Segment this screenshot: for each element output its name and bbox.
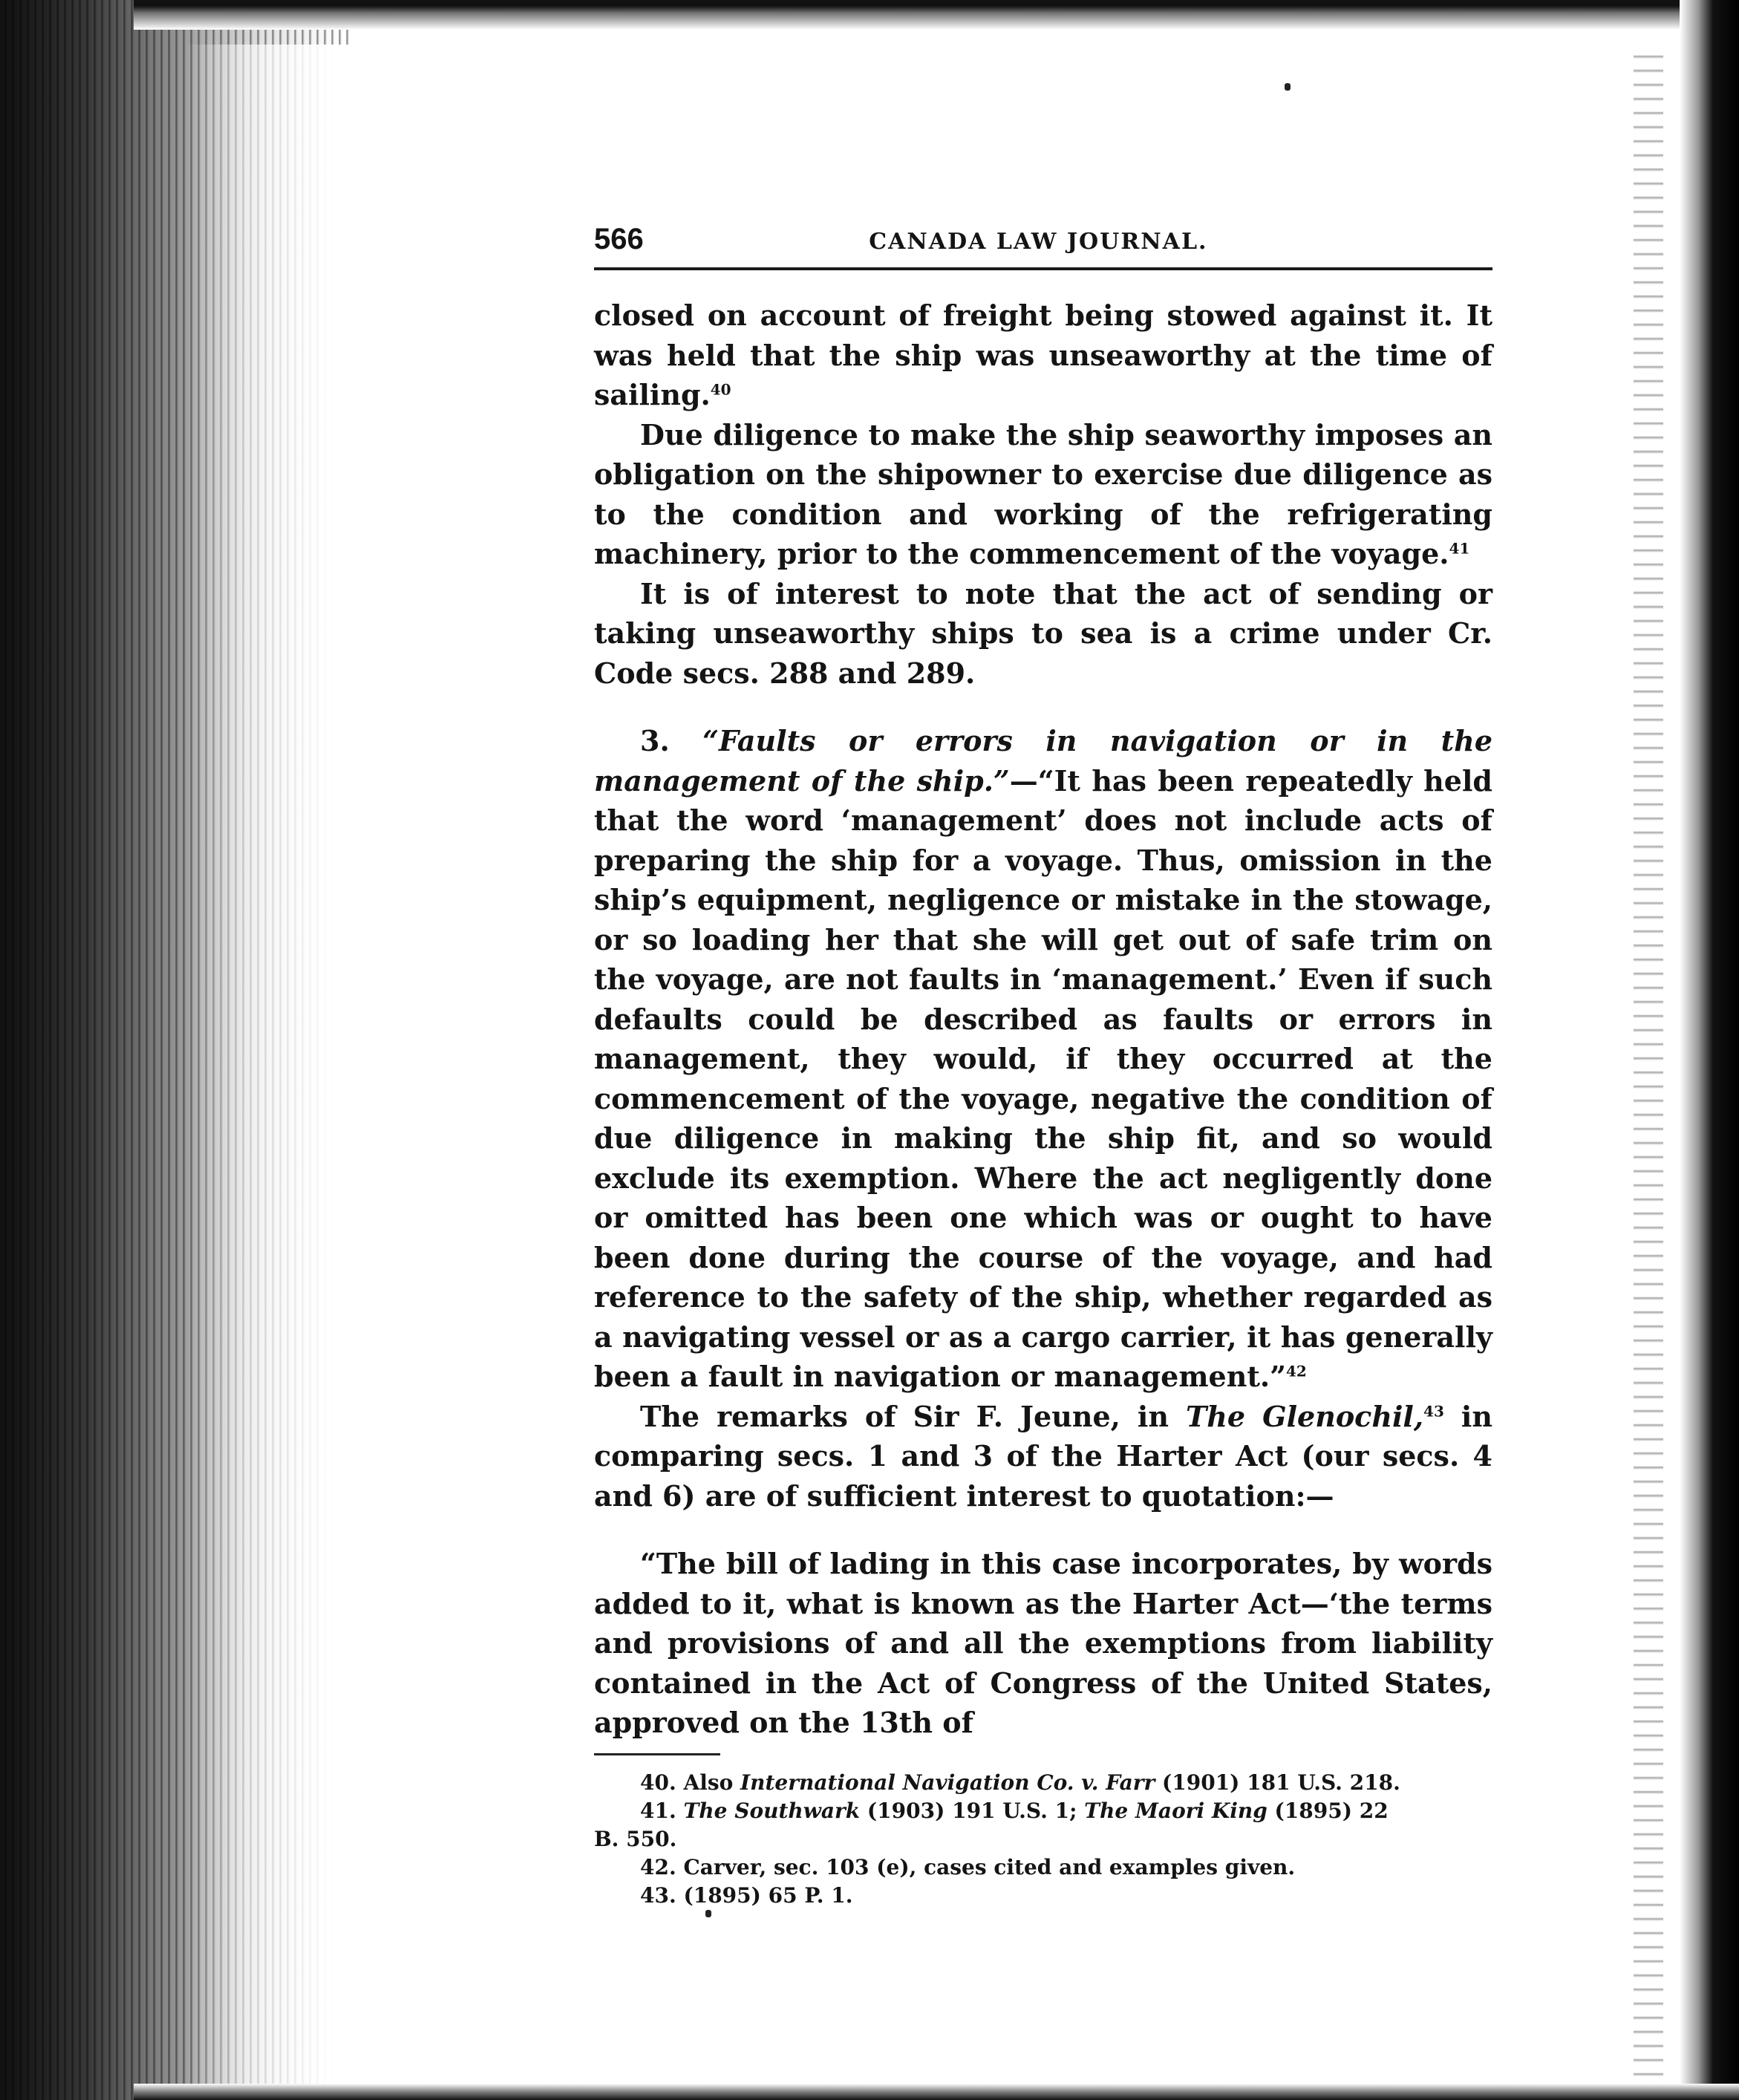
footnote-ref: 42 [1285, 1362, 1307, 1380]
case-name: The Southwark [683, 1798, 861, 1823]
scan-shadow-bottom [134, 2084, 1739, 2100]
footnote-text: Carver, sec. 103 (e), cases cited and examples given. [683, 1854, 1296, 1879]
scan-edge-strip [1634, 45, 1663, 2094]
footnote-text: Also [683, 1770, 741, 1795]
footnote-number: 41. [640, 1798, 676, 1823]
page-content [594, 223, 1492, 1910]
section-3 [594, 721, 1492, 1397]
body-text [594, 296, 1492, 1743]
footnote-41-continued: B. 550. [594, 1826, 677, 1851]
footnote-text: (1903) 191 U.S. 1; [860, 1798, 1085, 1823]
block-quote: “The bill of lading in this case incorporates, by words added to it, what is known as the Harter Act—‘the terms and provisions of and all the exemptions from liability contained in the Act of Congress of the United States, approved on the 13th of [594, 1547, 1492, 1739]
section-number: 3. [640, 724, 670, 757]
scan-shadow-top [134, 0, 1739, 30]
footnote-ref: 43 [1423, 1401, 1444, 1420]
paragraph-1 [594, 296, 1492, 415]
paragraph-2 [594, 415, 1492, 574]
footnote-text: (1901) 181 U.S. 218. [1155, 1770, 1400, 1795]
paragraph-text: It is of interest to note that the act of sending or taking unseaworthy ships to sea is a crime under Cr. Code secs. 288 and 289. [594, 576, 1492, 690]
section-heading: “Faults or errors in navigation or in the management of the ship.” [594, 724, 1492, 798]
page-number: 566 [594, 223, 644, 255]
scan-fade [186, 45, 356, 2094]
footnote-41 [594, 1797, 1492, 1825]
footnote-number: 42. [640, 1854, 676, 1879]
paragraph-text: closed on account of freight being stowed against it. It was held that the ship was unseaworthy at the time of sailing. [594, 299, 1492, 411]
footnote-rule [594, 1753, 720, 1755]
footnote-text: (1895) 22 [1267, 1798, 1389, 1823]
footnote-42 [594, 1853, 1492, 1882]
footnote-40 [594, 1769, 1492, 1797]
footnote-43 [594, 1882, 1492, 1910]
speck [705, 1910, 711, 1917]
footnote-text: (1895) 65 P. 1. [683, 1882, 853, 1908]
footnote-ref: 40 [710, 380, 731, 399]
running-head: CANADA LAW JOURNAL. [869, 229, 1208, 255]
section-text: “It has been repeatedly held that the word ‘management’ does not include acts of preparing the ship for a voyage. Thus, omission in the ship’s equipment, negligence or mistake in the stowage, or so loading her that she will get out of safe trim on the voyage, are not faults in ‘management.’ Even if such defaults could be described as faults or errors in management, they would, if they occurred at the commencement of the voyage, negative the condition of due diligence in making the ship fit, and so would exclude its exemption. Where the act negligently done or omitted has been one which was or ought to have been done during the course of the voyage, and had reference to the safety of the ship, whether regarded as a navigating vessel or as a cargo carrier, it has generally been a fault in navigation or management.” [594, 763, 1492, 1393]
case-name: The Glenochil, [1186, 1399, 1424, 1433]
section-dash: — [1009, 763, 1038, 798]
case-name: International Navigation Co. v. Farr [740, 1770, 1155, 1795]
page-header [594, 223, 1492, 270]
paragraph-remarks [594, 1397, 1492, 1516]
footnote-number: 40. [640, 1770, 676, 1795]
footnote-number: 43. [640, 1882, 676, 1908]
footnotes [594, 1769, 1492, 1910]
case-name: The Maori King [1084, 1798, 1267, 1823]
paragraph-3 [594, 574, 1492, 694]
paragraph-text: Due diligence to make the ship seaworthy imposes an obligation on the shipowner to exercise due diligence as to the condition and working of the refrigerating machinery, prior to the commencement of the voyage. [594, 417, 1492, 570]
remarks-text: The remarks of Sir F. Jeune, in [640, 1399, 1187, 1433]
speck [1285, 83, 1291, 91]
footnote-ref: 41 [1449, 539, 1470, 558]
scan-shadow-right [1680, 0, 1739, 2100]
remarks-text: in comparing secs. 1 and 3 of the Harter Act (our secs. 4 and 6) are of sufficient interest to quotation:— [594, 1399, 1492, 1513]
